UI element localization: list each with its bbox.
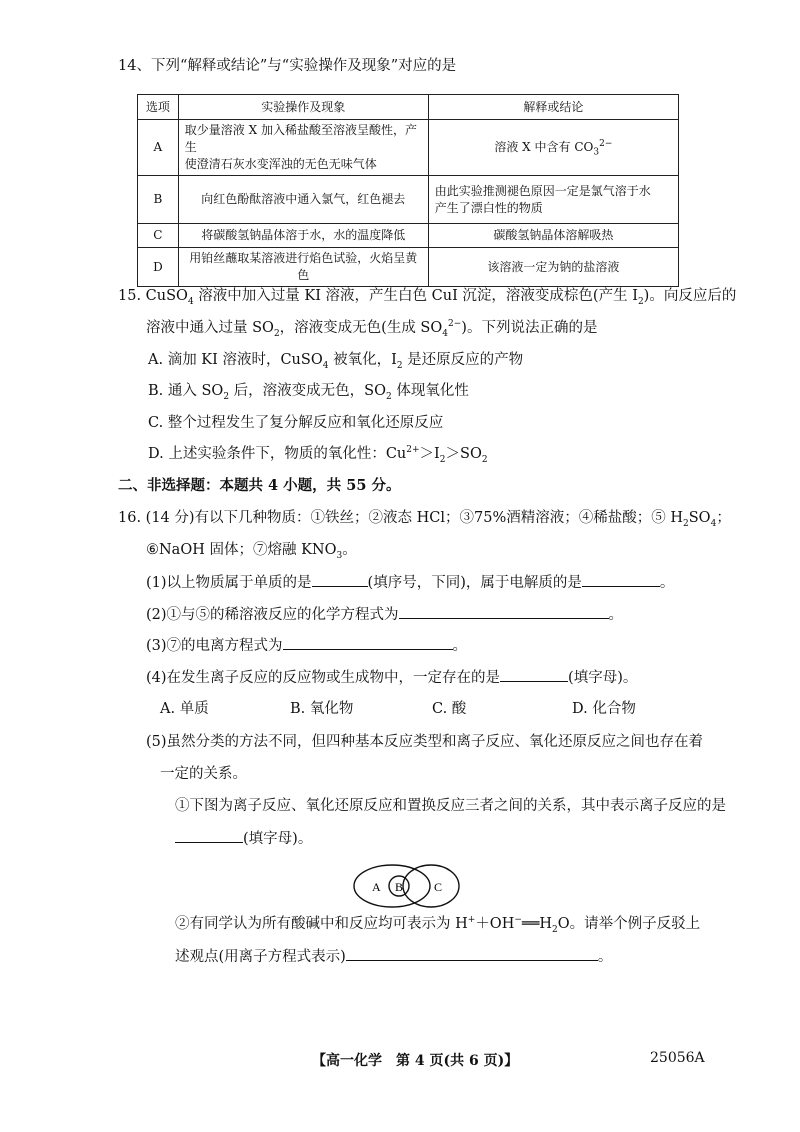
- text: ══H: [521, 916, 553, 932]
- table-row: [138, 248, 679, 287]
- subscript: 2: [439, 454, 446, 465]
- text: 。: [608, 607, 624, 623]
- subscript: 2: [223, 391, 230, 402]
- answer-blank[interactable]: [399, 604, 609, 619]
- q16-part4-option-d: D. 化合物: [572, 701, 636, 717]
- text: O。请举个例子反驳上: [557, 916, 701, 932]
- table-cell-conclusion: 碳酸氢钠晶体溶解吸热: [428, 224, 678, 248]
- text: (2)①与⑤的稀溶液反应的化学方程式为: [146, 607, 399, 623]
- text: (填序号，下同)，属于电解质的是: [367, 575, 582, 591]
- text: 被氧化，I: [328, 352, 397, 368]
- superscript: 2−: [599, 139, 613, 149]
- table-header-conclusion: 解释或结论: [428, 95, 678, 120]
- text: 体现氧化性: [391, 383, 469, 399]
- text: ⑥NaOH 固体；⑦熔融 KNO: [146, 542, 337, 558]
- q15-option-a: [148, 350, 523, 370]
- text: A. 滴加 KI 溶液时，CuSO: [148, 352, 323, 368]
- text: ＞SO: [445, 446, 482, 462]
- conclusion-line: 由此实验推测褪色原因一定是氯气溶于水: [434, 183, 651, 198]
- diagram-label-b: B: [395, 880, 404, 894]
- diagram-label-a: A: [372, 880, 381, 894]
- text: 溶液中通入过量 SO: [146, 320, 274, 336]
- text: 。: [342, 542, 357, 558]
- q16-part4: [146, 667, 637, 688]
- q16-part5b-line1: [175, 914, 700, 934]
- q16-part5a-line2: [175, 828, 312, 849]
- text: SO: [688, 510, 711, 526]
- subscript: 2: [552, 924, 558, 935]
- q14-stem: 14、下列“解释或结论”与“实验操作及现象”对应的是: [118, 58, 457, 74]
- table-cell-option: A: [138, 120, 179, 176]
- text: 。: [659, 575, 675, 591]
- table-cell-operation: 将碳酸氢钠晶体溶于水，水的温度降低: [178, 224, 428, 248]
- section-heading: 二、非选择题：本题共 4 小题，共 55 分。: [118, 477, 401, 494]
- q14-table: [137, 94, 679, 287]
- superscript: 2+: [406, 445, 420, 456]
- text: ，溶液变成无色(生成 SO: [279, 320, 443, 336]
- table-cell-conclusion: 该溶液一定为钠的盐溶液: [428, 248, 678, 287]
- text: 16. (14 分)有以下几种物质：①铁丝；②液态 HCl；③75%酒精溶液；④稀盐酸；⑤ H: [118, 510, 684, 526]
- text: B. 通入 SO: [148, 383, 224, 399]
- q15-option-c: C. 整个过程发生了复分解反应和氧化还原反应: [148, 415, 444, 431]
- diagram-label-c: C: [434, 880, 443, 894]
- table-row: [138, 224, 679, 248]
- table-cell-option: C: [138, 224, 179, 248]
- text: 15. CuSO: [118, 288, 188, 304]
- q15-option-d: [148, 444, 488, 464]
- text: 溶液中加入过量 KI 溶液，产生白色 CuI 沉淀，溶液变成棕色(产生 I: [193, 288, 638, 304]
- q16-part5b-line2: [175, 946, 612, 967]
- subscript: 2: [683, 518, 689, 529]
- table-header-row: [138, 95, 679, 120]
- conclusion-line: 产生了漂白性的物质: [434, 200, 543, 215]
- q16-part4-option-a: A. 单质: [160, 701, 209, 717]
- q16-part1: [146, 572, 674, 593]
- ellipse-a: [354, 865, 430, 907]
- answer-blank[interactable]: [283, 635, 453, 650]
- text: 。: [452, 638, 468, 654]
- text: (1)以上物质属于单质的是: [146, 575, 312, 591]
- q16-part5-line1: (5)虽然分类的方法不同，但四种基本反应类型和离子反应、氧化还原反应之间也存在着: [146, 734, 704, 750]
- answer-blank[interactable]: [346, 946, 598, 961]
- table-header-operation: 实验操作及现象: [178, 95, 428, 120]
- ellipse-c: [403, 865, 459, 907]
- text: (3)⑦的电离方程式为: [146, 638, 283, 654]
- subscript: 2: [637, 296, 644, 307]
- table-cell-option: D: [138, 248, 179, 287]
- q15-option-b: [148, 381, 469, 401]
- table-cell-conclusion: [428, 176, 678, 224]
- reaction-relation-diagram: [352, 862, 464, 912]
- page-footer: 【高一化学 第 4 页(共 6 页)】: [312, 1053, 519, 1069]
- q16-stem-line2: [146, 540, 357, 560]
- text: ②有同学认为所有酸碱中和反应均可表示为 H: [175, 916, 468, 932]
- subscript: 4: [710, 518, 717, 529]
- q16-part4-option-b: B. 氧化物: [290, 701, 354, 717]
- table-header-option: 选项: [138, 95, 179, 120]
- q16-part2: [146, 604, 623, 625]
- text: 述观点(用离子方程式表示): [175, 949, 346, 965]
- text: ；: [716, 510, 731, 526]
- text: ＞I: [419, 446, 440, 462]
- q16-stem-line1: [118, 508, 731, 528]
- text: 是还原反应的产物: [402, 352, 524, 368]
- text: 后，溶液变成无色，SO: [229, 383, 386, 399]
- subscript: 2: [385, 391, 392, 402]
- table-row: [138, 176, 679, 224]
- table-cell-operation: 用铂丝蘸取某溶液进行焰色试验，火焰呈黄色: [178, 248, 428, 287]
- exam-code: 25056A: [650, 1050, 705, 1066]
- text: (4)在发生离子反应的反应物或生成物中，一定存在的是: [146, 670, 501, 686]
- text: )。向反应后的: [643, 288, 737, 304]
- q15-stem-line2: [146, 318, 597, 338]
- operation-line: 取少量溶液 X 加入稀盐酸至溶液呈酸性，产生: [184, 123, 417, 154]
- answer-blank[interactable]: [175, 828, 243, 843]
- superscript: +: [467, 915, 476, 926]
- subscript: 4: [187, 296, 194, 307]
- q16-part4-option-c: C. 酸: [432, 701, 467, 717]
- text: ＋OH: [475, 916, 515, 932]
- conclusion-text: 溶液 X 中含有 CO: [494, 140, 594, 154]
- text: 。: [597, 949, 613, 965]
- table-cell-operation: 向红色酚酞溶液中通入氯气，红色褪去: [178, 176, 428, 224]
- superscript: 2−: [448, 319, 462, 330]
- subscript: 3: [336, 550, 343, 561]
- answer-blank[interactable]: [500, 667, 568, 682]
- table-row: [138, 120, 679, 176]
- operation-line: 使澄清石灰水变浑浊的无色无味气体: [184, 157, 377, 171]
- q16-part3: [146, 635, 467, 656]
- subscript: 2: [481, 454, 488, 465]
- q15-stem-line1: [118, 286, 736, 306]
- answer-blank[interactable]: [582, 572, 660, 587]
- q16-part5a-line1: ①下图为离子反应、氧化还原反应和置换反应三者之间的关系，其中表示离子反应的是: [175, 798, 726, 814]
- q16-part5-line2: 一定的关系。: [160, 766, 247, 782]
- subscript: 2: [273, 328, 280, 339]
- text: (填字母)。: [243, 831, 313, 847]
- subscript: 3: [593, 147, 600, 158]
- text: (填字母)。: [568, 670, 638, 686]
- text: )。下列说法正确的是: [461, 320, 598, 336]
- subscript: 4: [322, 360, 329, 371]
- table-cell-conclusion: [428, 120, 678, 176]
- subscript: 4: [442, 328, 448, 339]
- subscript: 2: [396, 360, 403, 371]
- superscript: −: [514, 915, 522, 926]
- answer-blank[interactable]: [312, 572, 368, 587]
- text: D. 上述实验条件下，物质的氧化性：Cu: [148, 446, 407, 462]
- table-cell-option: B: [138, 176, 179, 224]
- table-cell-operation: [178, 120, 428, 176]
